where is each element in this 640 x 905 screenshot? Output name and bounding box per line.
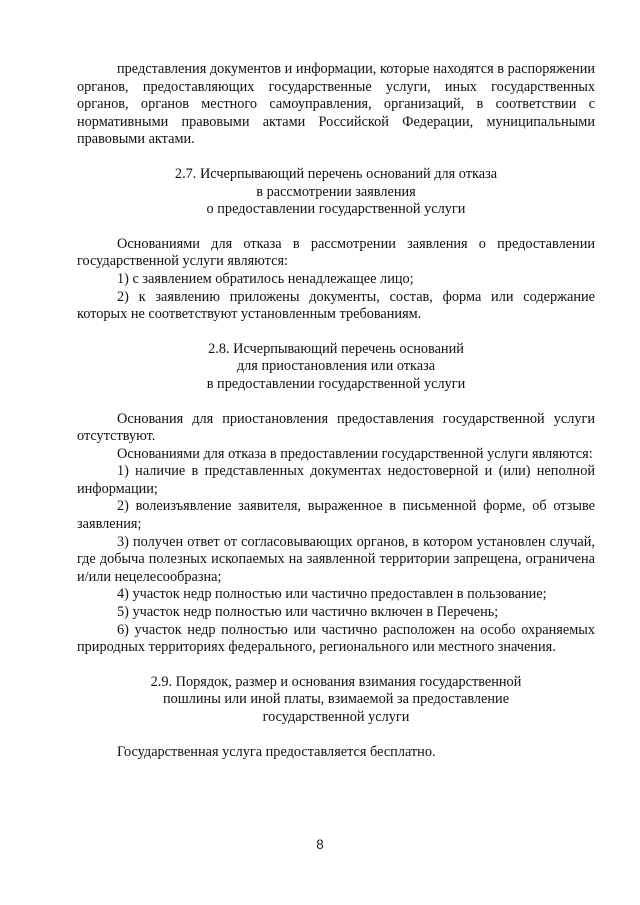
heading-line: о предоставлении государственной услуги: [206, 201, 466, 218]
section-2-7-heading: [77, 166, 595, 219]
heading-line: 2.9. Порядок, размер и основания взимания государственной: [150, 673, 522, 690]
list-item: 1) с заявлением обратилось ненадлежащее лицо;: [117, 270, 414, 287]
paragraph: Основаниями для отказа в предоставлении государственной услуги являются:: [117, 445, 593, 462]
paragraph: Основаниями для отказа в рассмотрении заявления о предоставлении государственной услуги являются:: [77, 235, 595, 270]
heading-line: 2.7. Исчерпывающий перечень оснований для отказа: [174, 165, 498, 182]
document-body: [77, 61, 595, 761]
paragraph: Основания для приостановления предоставления государственной услуги отсутствуют.: [77, 410, 595, 445]
page-number: 8: [316, 837, 324, 852]
heading-line: для приостановления или отказа: [236, 358, 436, 375]
section-2-8-heading: [77, 341, 595, 394]
list-item: 4) участок недр полностью или частично предоставлен в пользование;: [117, 586, 547, 603]
heading-line: 2.8. Исчерпывающий перечень оснований: [208, 340, 464, 357]
heading-line: в рассмотрении заявления: [256, 183, 416, 200]
list-item: 1) наличие в представленных документах недостоверной и (или) неполной информации;: [77, 463, 595, 497]
list-item: 2) к заявлению приложены документы, состав, форма или содержание которых не соответствуют установленным требованиям.: [77, 288, 595, 323]
heading-line: государственной услуги: [262, 709, 410, 725]
list-item: 6) участок недр полностью или частично расположен на особо охраняемых природных территориях федерального, регионального или местного значения.: [77, 621, 595, 656]
list-item: 3) получен ответ от согласовывающих органов, в котором установлен случай, где добыча полезных ископаемых на заявленной территории запрещена, ограничена и/или нецелесообразна;: [77, 533, 595, 585]
intro-paragraph: представления документов и информации, которые находятся в распоряжении органов, предоставляющих государственные услуги, иных государственных органов, органов местного самоуправления, организаций, в соответствии с нормативными правовыми актами Российской Федерации, муниципальными правовыми актами.: [77, 61, 595, 148]
paragraph: Государственная услуга предоставляется бесплатно.: [117, 743, 436, 760]
heading-line: в предоставлении государственной услуги: [206, 375, 466, 392]
section-2-9-heading: [77, 674, 595, 727]
list-item: 2) волеизъявление заявителя, выраженное в письменной форме, об отзыве заявления;: [77, 498, 595, 533]
heading-line: пошлины или иной платы, взимаемой за предоставление: [162, 691, 510, 708]
list-item: 5) участок недр полностью или частично включен в Перечень;: [117, 604, 499, 621]
